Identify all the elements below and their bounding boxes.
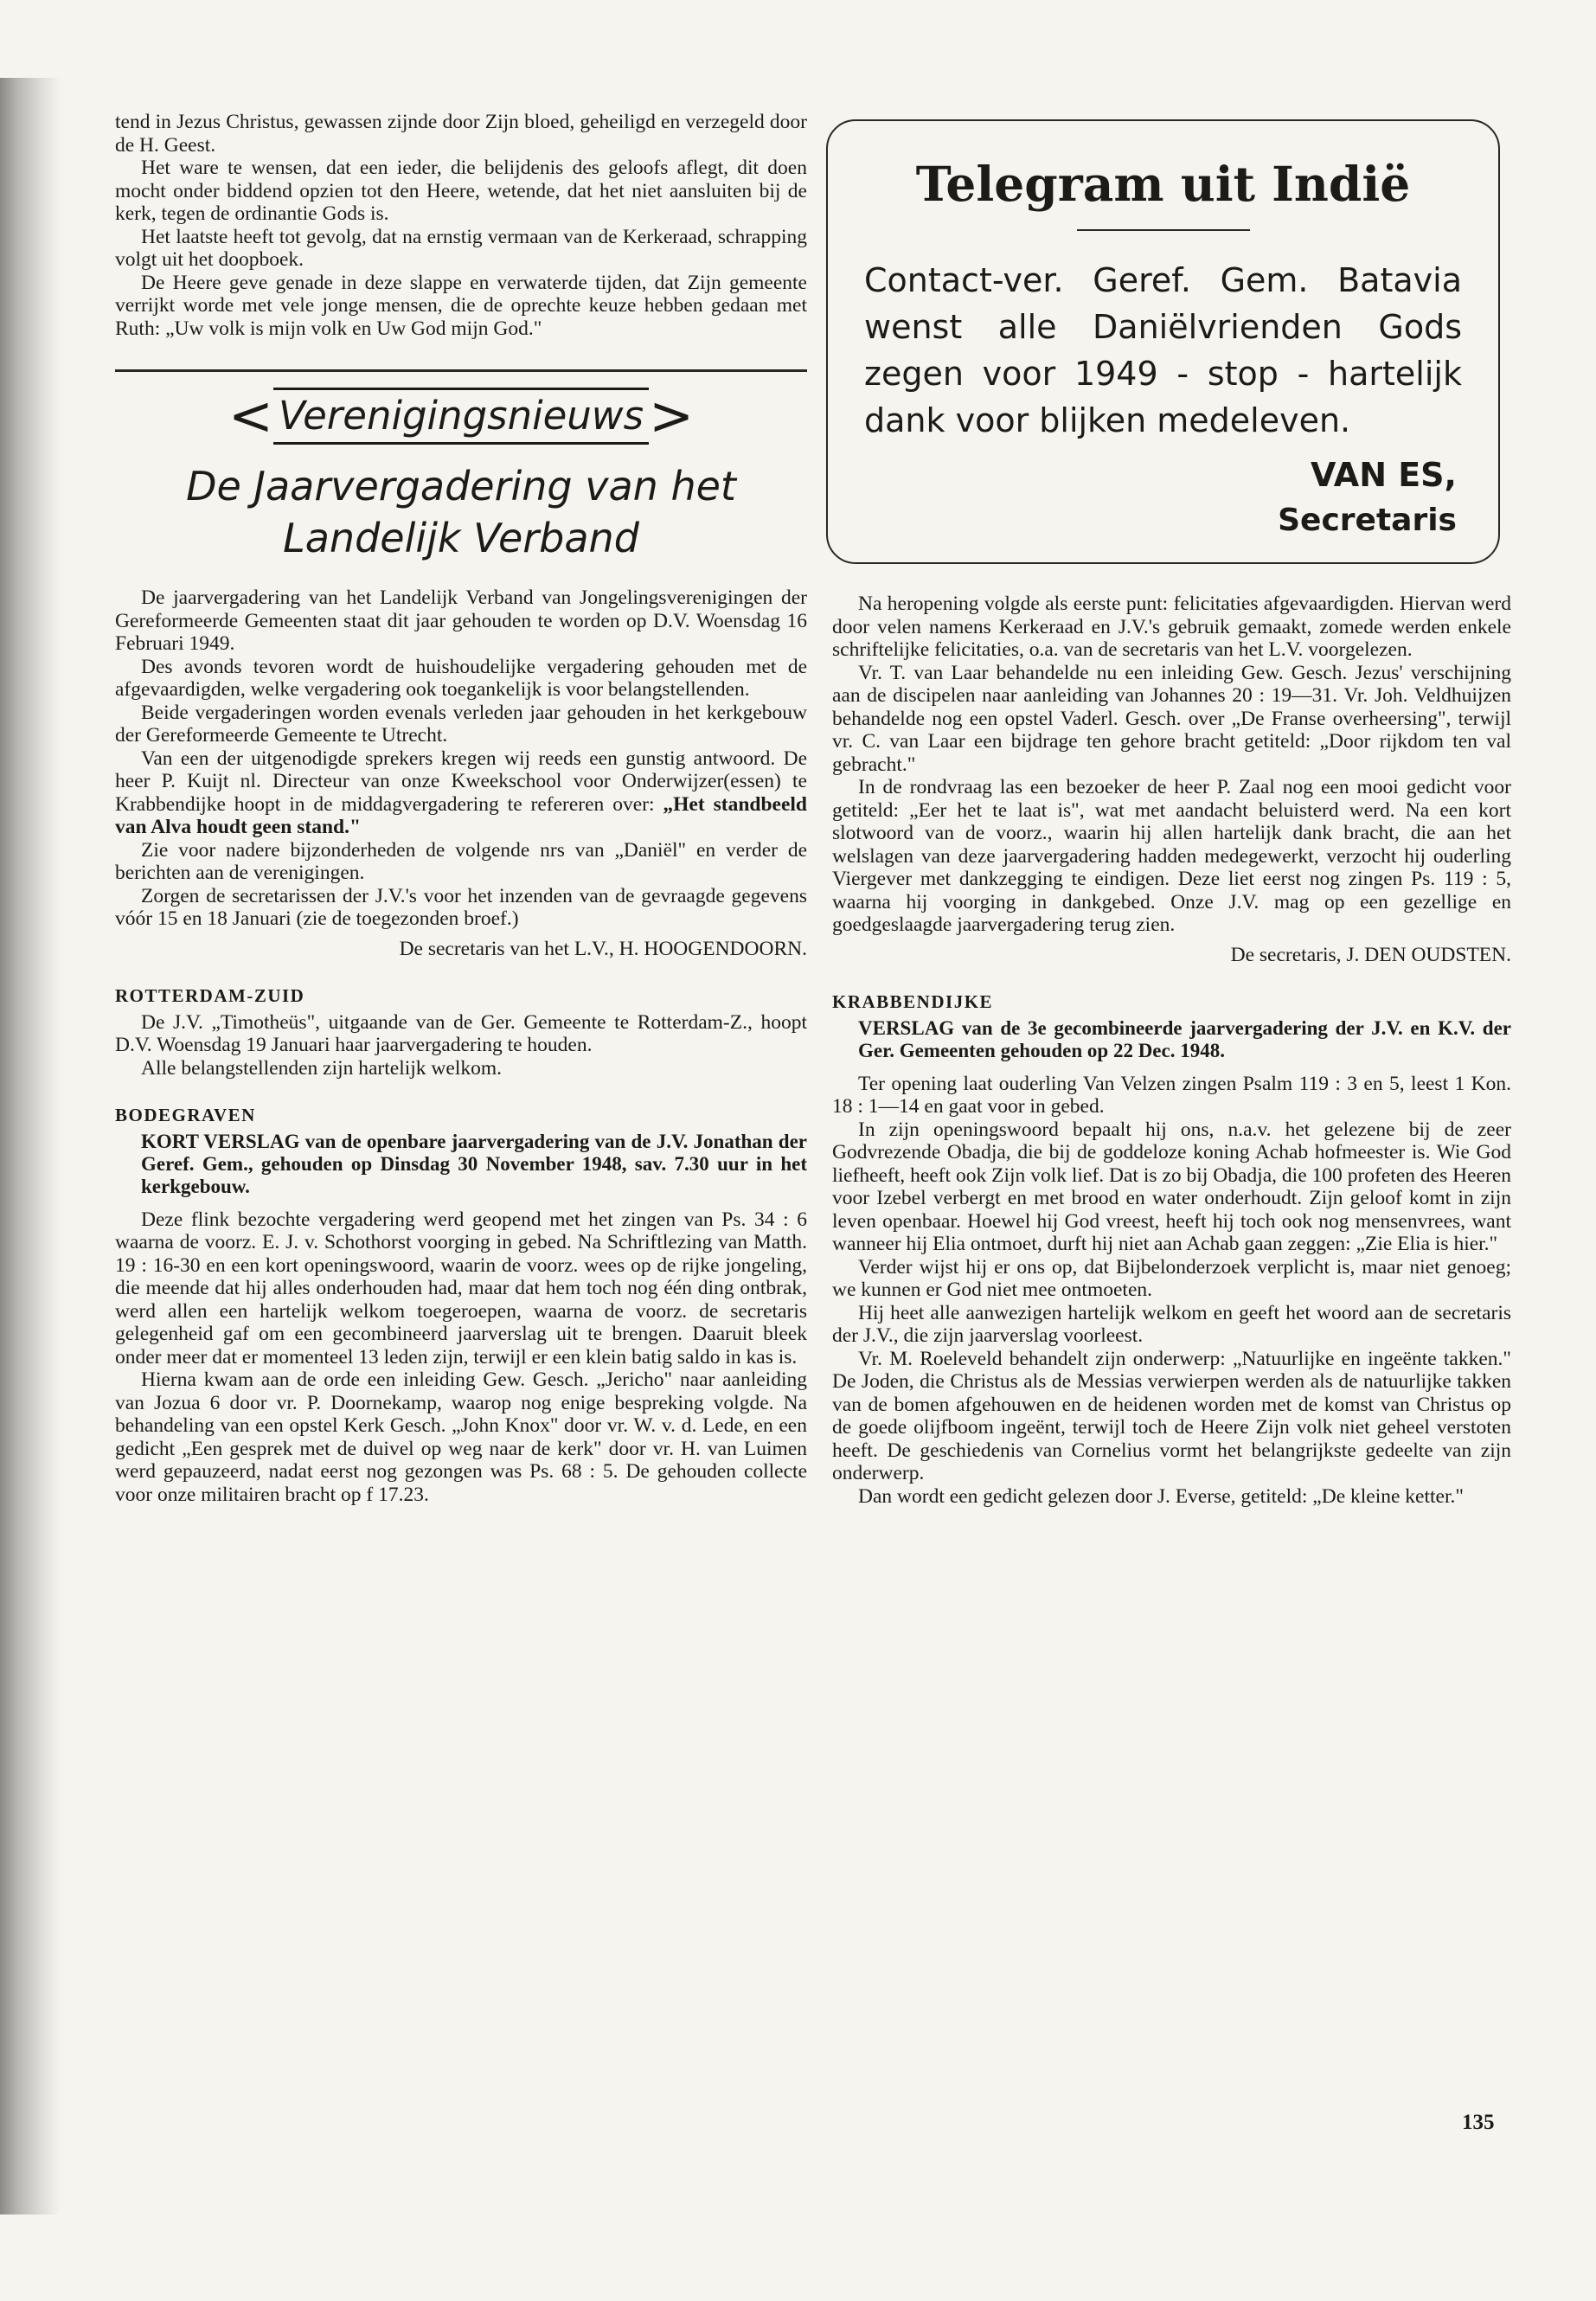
signature: De secretaris, J. DEN OUDSTEN.	[1230, 943, 1511, 966]
section-banner	[115, 384, 807, 447]
paragraph: Het ware te wensen, dat een ieder, die belijdenis des geloofs aflegt, dit doen mocht onder biddend opzien tot den Heere, wetende, dat het niet aansluiten bij de kerk, tegen de ordinantie Gods is.	[115, 157, 807, 225]
right-column	[832, 593, 1511, 1508]
paragraph: Ter opening laat ouderling Van Velzen zingen Psalm 119 : 3 en 5, leest 1 Kon. 18 : 1—14 en gaat voor in gebed.	[832, 1072, 1511, 1118]
paragraph: Beide vergaderingen worden evenals verleden jaar gehouden in het kerkgebouw der Gereformeerde Gemeente te Utrecht.	[115, 701, 807, 747]
telegram-title: Telegram uit Indië	[915, 156, 1411, 212]
paragraph: Zorgen de secretarissen der J.V.'s voor het inzenden van de gevraagde gegevens vóór 15 en 18 Januari (zie de toegezonden broef.)	[115, 884, 807, 930]
paragraph: Hierna kwam aan de orde een inleiding Gew. Gesch. „Jericho" naar aanleiding van Jozua 6 door vr. P. Doornekamp, waarop nog enige bespreking volgde. Na behandeling van een opstel Kerk Gesch. „John Knox" door vr. W. v. d. Lede, en een gedicht „Een gesprek met de duivel op weg naar de kerk" door vr. H. van Luimen werd gepauzeerd, nadat eerst nog gezongen was Ps. 68 : 5. De gehouden collecte voor onze militairen bracht op f 17.23.	[115, 1368, 807, 1506]
paragraph: Zie voor nadere bijzonderheden de volgende nrs van „Daniël" en verder de berichten aan de verenigingen.	[115, 838, 807, 884]
paragraph: Hij heet alle aanwezigen hartelijk welkom en geeft het woord aan de secretaris der J.V., die zijn jaarverslag voorleest.	[832, 1301, 1511, 1347]
paragraph: Dan wordt een gedicht gelezen door J. Everse, getiteld: „De kleine ketter."	[858, 1484, 1464, 1508]
paragraph: Vr. M. Roeleveld behandelt zijn onderwerp: „Natuurlijke en ingeënte takken." De Joden, die Christus als de Messias verwierpen werden als de natuurlijke takken van de bomen afgehouwen en de heidenen worden met de komst van Christus op de goede olijfboom ingeënt, terwijl toch de Heere Zijn volk niet geheel verstoten heeft. De geschiedenis van Cornelius vormt het belangrijkste gedeelte van zijn onderwerp.	[832, 1347, 1511, 1484]
paragraph: Vr. T. van Laar behandelde nu een inleiding Gew. Gesch. Jezus' verschijning aan de discipelen naar aanleiding van Johannes 20 : 19—31. Vr. Joh. Veldhuijzen behandelde nog een opstel Vaderl. Gesch. over „De Franse overheersing", terwijl vr. C. van Laar een bijdrage ten gehore bracht getiteld: „Door rijkdom ten val gebracht."	[832, 661, 1511, 776]
signature: De secretaris van het L.V., H. HOOGENDOORN.	[399, 937, 807, 960]
paragraph: De Heere geve genade in deze slappe en verwaterde tijden, dat Zijn gemeente verrijkt worde met vele jonge mensen, die de oprechte keuze hebben gedaan met Ruth: „Uw volk is mijn volk en Uw God mijn God."	[115, 271, 807, 340]
section-banner-title: Verenigingsnieuws	[273, 388, 649, 445]
binding-shadow	[0, 78, 61, 2214]
telegram-signature-name: VAN ES,	[1310, 456, 1457, 494]
telegram-box	[826, 119, 1500, 564]
headline-line: De Jaarvergadering van het	[186, 463, 736, 510]
divider	[115, 369, 807, 372]
telegram-body: Contact-ver. Geref. Gem. Batavia wenst alle Daniëlvrienden Gods zegen voor 1949 - stop - hartelijk dank voor blijken medeleven.	[864, 261, 1462, 439]
section-heading: KRABBENDIJKE	[832, 991, 994, 1012]
paragraph: Alle belangstellenden zijn hartelijk welkom.	[141, 1056, 502, 1080]
speakers-text: Van een der uitgenodigde sprekers kregen wij reeds een gunstig antwoord. De heer P. Kuijt nl. Directeur van onze Kweekschool voor Onderwijzer(essen) te Krabbendijke hoopt in de middagvergadering te refereren over:	[115, 747, 807, 816]
page-number: 135	[1462, 2111, 1495, 2134]
paragraph: In de rondvraag las een bezoeker de heer P. Zaal nog een mooi gedicht voor getiteld: „Eer het te laat is", wat met aandacht beluisterd werd. Na een kort slotwoord van de voorz., waarin hij allen hartelijk dank bracht, die aan het welslagen van deze jaarvergadering hadden medegewerkt, verzocht hij ouderling Viergever met dankzegging te eindigen. Deze liet eerst nog zingen Ps. 119 : 5, waarna hij voorging in dankgebed. Onze J.V. mag op een gezellige en goedgeslaagde jaarvergadering terug zien.	[832, 776, 1511, 936]
paragraph: Deze flink bezochte vergadering werd geopend met het zingen van Ps. 34 : 6 waarna de voorz. E. J. v. Schothorst voorging in gebed. Na Schriftlezing van Matth. 19 : 16-30 en een kort openingswoord, waarin de voorz. wees op de rijke jongeling, die meende dat hij alles onderhouden had, maar dat hem toch nog één ding ontbrak, werd allen een hartelijk welkom toegeroepen, waarna de voorz. de secretaris gelegenheid gaf om een gecombineerd jaarverslag uit te brengen. Daaruit bleek onder meer dat er momenteel 13 leden zijn, terwijl er een klein batig saldo in kas is.	[115, 1208, 807, 1368]
section-heading: ROTTERDAM-ZUID	[115, 985, 305, 1006]
telegram-divider	[1077, 229, 1250, 231]
section-heading: BODEGRAVEN	[115, 1105, 256, 1125]
left-chevron-icon: <	[228, 384, 273, 447]
right-chevron-icon: >	[649, 384, 695, 447]
paragraph: Des avonds tevoren wordt de huishoudelijke vergadering gehouden met de afgevaardigden, welke vergadering ook toegankelijk is voor belangstellenden.	[115, 655, 807, 701]
telegram-signature-role: Secretaris	[1278, 503, 1457, 538]
paragraph: De J.V. „Timotheüs", uitgaande van de Ger. Gemeente te Rotterdam-Z., hoopt D.V. Woensdag 19 Januari haar jaarvergadering te houden.	[115, 1010, 807, 1056]
paragraph	[115, 747, 807, 839]
paragraph: tend in Jezus Christus, gewassen zijnde door Zijn bloed, geheiligd en verzegeld door de H. Geest.	[115, 111, 807, 157]
headline	[115, 460, 807, 564]
left-column	[115, 111, 807, 1506]
paragraph: In zijn openingswoord bepaalt hij ons, n.a.v. het gelezene bij de zeer Godvrezende Obadja, die bij de goddeloze koning Achab hofmeester is. Wie God liefheeft, heeft ook Zijn volk lief. Dat is zo bij Obadja, die 100 profeten des Heeren voor Izebel verbergt en met brood en water onderhoudt. Zijn geloof komt in zijn leven openbaar. Hoewel hij God vreest, heeft hij toch ook nog mensenvrees, want wanneer hij Elia ontmoet, durft hij niet aan Achab gaan zeggen: „Zie Elia is hier."	[832, 1118, 1511, 1255]
paragraph: Na heropening volgde als eerste punt: felicitaties afgevaardigden. Hiervan werd door velen namens Kerkeraad en J.V.'s gebruik gemaakt, zomede werden enkele schriftelijke felicitaties, o.a. van de secretaris van het L.V. voorgelezen.	[832, 593, 1511, 661]
report-heading: VERSLAG van de 3e gecombineerde jaarvergadering der J.V. en K.V. der Ger. Gemeenten gehouden op 22 Dec. 1948.	[858, 1016, 1511, 1061]
paragraph: Het laatste heeft tot gevolg, dat na ernstig vermaan van de Kerkeraad, schrapping volgt uit het doopboek.	[115, 225, 807, 271]
paragraph: De jaarvergadering van het Landelijk Verband van Jongelingsverenigingen der Gereformeerde Gemeenten staat dit jaar gehouden te worden op D.V. Woensdag 16 Februari 1949.	[115, 586, 807, 655]
speakers-title: „Het standbeeld van Alva houdt geen stand."	[115, 792, 807, 838]
report-heading: KORT VERSLAG van de openbare jaarvergadering van de J.V. Jonathan der Geref. Gem., gehouden op Dinsdag 30 November 1948, sav. 7.30 uur in het kerkgebouw.	[141, 1130, 807, 1197]
paragraph: Verder wijst hij er ons op, dat Bijbelonderzoek verplicht is, maar niet genoeg; we kunnen er God niet mee ontmoeten.	[832, 1255, 1511, 1301]
headline-line: Landelijk Verband	[283, 515, 639, 561]
